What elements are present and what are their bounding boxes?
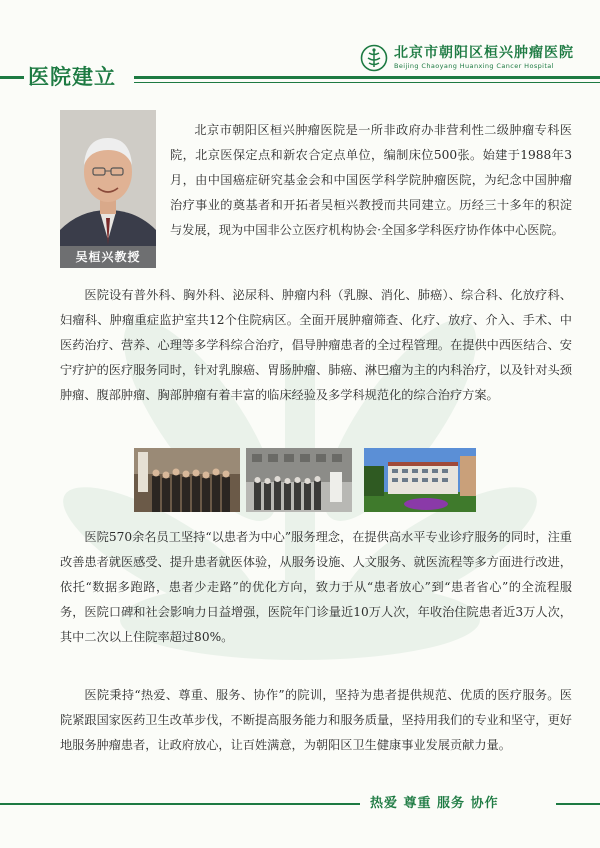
hospital-building-photo [364, 448, 476, 512]
footer-motto: 热爱 尊重 服务 协作 [370, 796, 499, 811]
hospital-name-cn: 北京市朝阳区桓兴肿瘤医院 [394, 45, 574, 61]
portrait-caption: 吴桓兴教授 [60, 246, 156, 268]
hospital-logo [360, 44, 574, 72]
service-paragraph: 医院570余名员工坚持“以患者为中心”服务理念，在提供高水平专业诊疗服务的同时，注重改善患者就医感受、提升患者就医体验，从服务设施、人文服务、就医流程等多方面进行改进，依托“数据多跑路，患者少走路”的优化方向，致力于从“患者放心”到“患者省心”的全流程服务，医院口碑和社会影响力日益增强，医院年门诊量近10万人次，年收治住院患者近3万人次，其中二次以上住院率超过80%。 [60, 530, 572, 644]
intro-paragraph: 北京市朝阳区桓兴肿瘤医院是一所非政府办非营利性二级肿瘤专科医院，北京医保定点和新农合定点单位，编制床位500张。始建于1988年3月，由中国癌症研究基金会和中国医学科学院肿瘤医院，为纪念中国肿瘤治疗事业的奠基者和开拓者吴桓兴教授而共同建立。历经三十多年的积淀与发展，现为中国非公立医疗机构协会·全国多学科医疗协作体中心医院。 [170, 123, 572, 237]
hospital-emblem-icon [360, 44, 388, 72]
section-title: 医院建立 [28, 65, 116, 89]
footer-rule-right [556, 803, 600, 805]
header-rule-right [134, 76, 600, 79]
historic-group-photo [134, 448, 240, 512]
hospital-building-image [364, 448, 476, 512]
motto-paragraph: 医院秉持“热爱、尊重、服务、协作”的院训，坚持为患者提供规范、优质的医疗服务。医院紧跟国家医药卫生改革步伐，不断提高服务能力和服务质量，坚持用我们的专业和坚守，更好地服务肿瘤患者，让政府放心，让百姓满意，为朝阳区卫生健康事业发展贡献力量。 [60, 688, 572, 752]
hospital-name-en: Beijing Chaoyang Huanxing Cancer Hospital [394, 62, 554, 70]
header-rule-thin [134, 82, 600, 83]
footer-rule-left [0, 803, 360, 805]
historic-group-image [134, 448, 240, 512]
departments-paragraph: 医院设有普外科、胸外科、泌尿科、肿瘤内科（乳腺、消化、肺癌）、综合科、化放疗科、妇瘤科、肿瘤重症监护室共12个住院病区。全面开展肿瘤筛查、化疗、放疗、介入、手术、中医药治疗、营养、心理等多学科综合治疗，倡导肿瘤患者的全过程管理。在提供中西医结合、安宁疗护的医疗服务同时，针对乳腺癌、胃肠肿瘤、肺癌、淋巴瘤为主的内科治疗，以及针对头颈肿瘤、腹部肿瘤、胸部肿瘤有着丰富的临床经验及多学科规范化的综合治疗方案。 [60, 288, 572, 402]
historic-building-photo [246, 448, 352, 512]
historic-building-image [246, 448, 352, 512]
founder-portrait [60, 110, 156, 268]
founder-photo [60, 110, 156, 268]
header-rule-left [0, 76, 24, 79]
